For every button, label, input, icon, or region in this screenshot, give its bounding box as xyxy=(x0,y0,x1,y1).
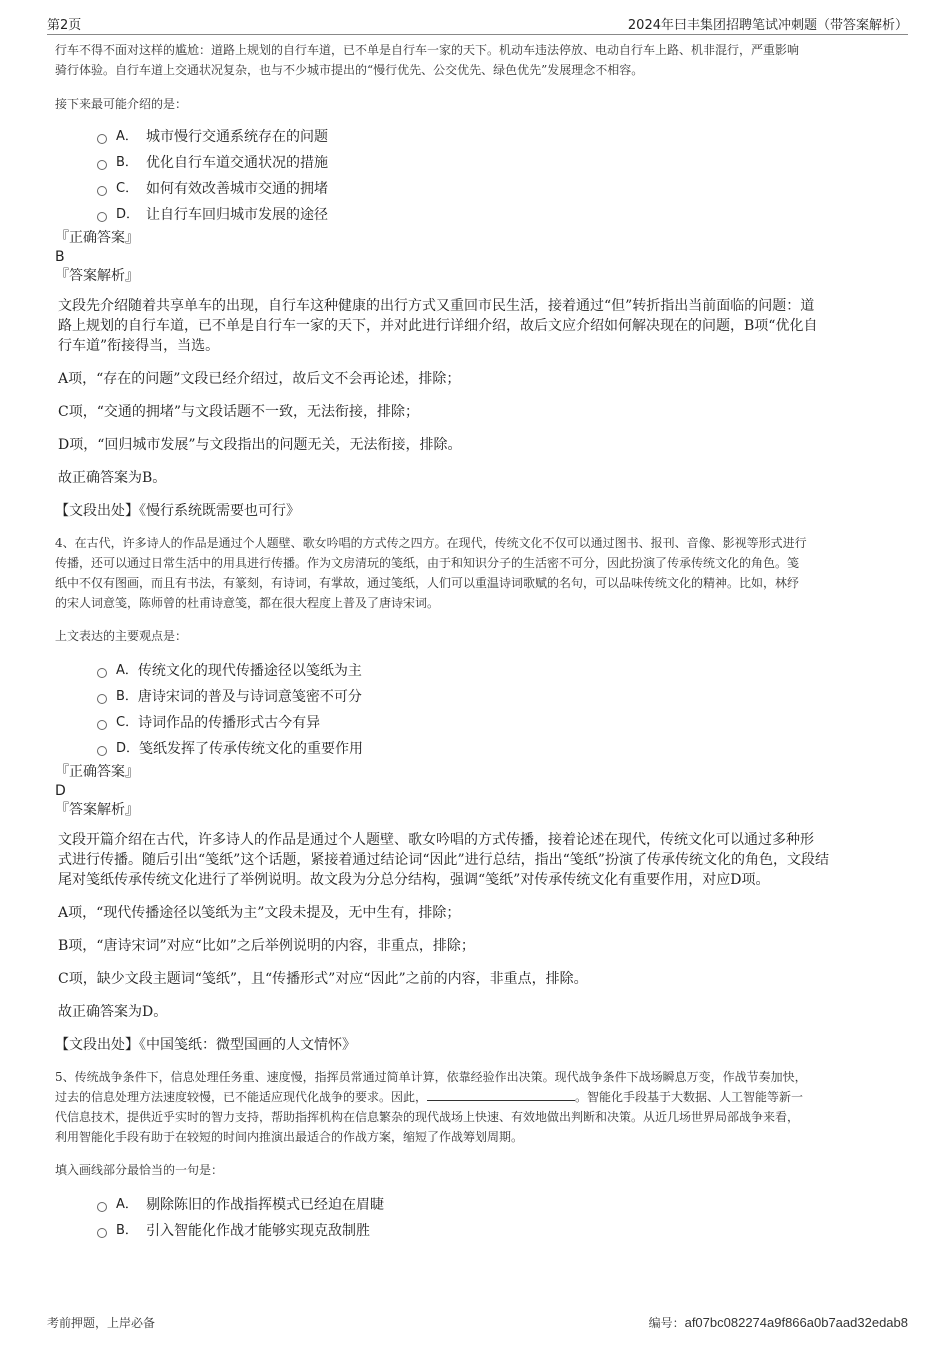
q4-analysis-line: 式进行传播。随后引出“笺纸”这个话题，紧接着通过结论词“因此”进行总结，指出“笺纸”扮演了传承传统文化的角色，文段结 xyxy=(58,852,829,868)
q3-option-d[interactable]: D． 让自行车回归城市发展的途径 xyxy=(97,202,898,228)
q3-passage-line: 骑行体验。自行车道上交通状况复杂，也与不少城市提出的“慢行优先、公交优先、绿色优先”发展理念不相容。 xyxy=(55,63,644,77)
q4-passage-line: 4、在古代，许多诗人的作品是通过个人题壁、歌女吟唱的方式传之四方。在现代，传统文化不仅可以通过图书、报刊、音像、影视等形式进行 xyxy=(55,536,807,550)
q4-analysis-label: 『答案解析』 xyxy=(55,802,139,818)
q5-option-a[interactable]: A． 剔除陈旧的作战指挥模式已经迫在眉睫 xyxy=(97,1192,898,1218)
q5-prompt: 填入画线部分最恰当的一句是： xyxy=(55,1163,224,1177)
q3-note-c: C项，“交通的拥堵”与文段话题不一致，无法衔接，排除； xyxy=(58,404,420,420)
radio-icon[interactable] xyxy=(97,668,107,678)
q5-passage-line: 利用智能化手段有助于在较短的时间内推演出最适合的作战方案，缩短了作战筹划周期。 xyxy=(55,1130,524,1144)
question-5 xyxy=(55,1067,898,1244)
radio-icon[interactable] xyxy=(97,720,107,730)
q4-passage-line: 传播，还可以通过日常生活中的用具进行传播。作为文房清玩的笺纸，由于和知识分子的生活密不可分，因此扮演了传承传统文化的角色。笺 xyxy=(55,556,800,570)
q4-note-a: A项，“现代传播途径以笺纸为主”文段未提及，无中生有，排除； xyxy=(58,905,461,921)
q4-prompt: 上文表达的主要观点是： xyxy=(55,629,188,643)
q4-answer-label: 『正确答案』 xyxy=(55,764,139,780)
page-footer xyxy=(47,1310,908,1332)
question-4 xyxy=(55,533,898,1055)
document-title: 2024年曰丰集团招聘笔试冲刺题（带答案解析） xyxy=(627,18,908,33)
q4-note-c: C项，缺少文段主题词“笺纸”，且“传播形式”对应“因此”之前的内容，非重点，排除。 xyxy=(58,971,588,987)
q5-options xyxy=(55,1192,898,1244)
q4-analysis-line: 文段开篇介绍在古代，许多诗人的作品是通过个人题壁、歌女吟唱的方式传播，接着论述在现代，传统文化可以通过多种形 xyxy=(58,832,814,848)
radio-icon[interactable] xyxy=(97,746,107,756)
q3-analysis-label: 『答案解析』 xyxy=(55,268,139,284)
q4-analysis-line: 尾对笺纸传承传统文化进行了举例说明。故文段为分总分结构，强调“笺纸”对传承传统文化有重要作用，对应D项。 xyxy=(58,872,770,888)
radio-icon[interactable] xyxy=(97,186,107,196)
document-code: 编号：af07bc082274a9f866a0b7aad32edab8 xyxy=(648,1315,908,1330)
q3-option-b[interactable]: B． 优化自行车道交通状况的措施 xyxy=(97,150,898,176)
fill-in-blank xyxy=(427,1088,575,1101)
q5-passage-line: 5、传统战争条件下，信息处理任务重、速度慢，指挥员常通过简单计算，依靠经验作出决策。现代战争条件下战场瞬息万变，作战节奏加快， xyxy=(55,1070,807,1084)
q5-passage-line: 代信息技术，提供近乎实时的智力支持，帮助指挥机构在信息繁杂的现代战场上快速、有效地做出判断和决策。从近几场世界局部战争来看， xyxy=(55,1110,800,1124)
q3-note-a: A项，“存在的问题”文段已经介绍过，故后文不会再论述，排除； xyxy=(58,371,461,387)
question-3 xyxy=(55,40,898,521)
q4-options xyxy=(55,658,898,762)
q3-option-a[interactable]: A． 城市慢行交通系统存在的问题 xyxy=(97,124,898,150)
q4-option-c[interactable]: C． 诗词作品的传播形式古今有异 xyxy=(97,710,898,736)
q4-note-b: B项，“唐诗宋词”对应“比如”之后举例说明的内容，非重点，排除； xyxy=(58,938,475,954)
q4-option-d[interactable]: D． 笺纸发挥了传承传统文化的重要作用 xyxy=(97,736,898,762)
q4-option-b[interactable]: B． 唐诗宋词的普及与诗词意笺密不可分 xyxy=(97,684,898,710)
page-number: 第2页 xyxy=(47,18,82,33)
q3-passage-line: 行车不得不面对这样的尴尬：道路上规划的自行车道，已不单是自行车一家的天下。机动车违法停放、电动自行车上路、机非混行，严重影响 xyxy=(55,43,800,57)
q3-analysis-line: 文段先介绍随着共享单车的出现，自行车这种健康的出行方式又重回市民生活，接着通过“但”转折指出当前面临的问题：道 xyxy=(58,298,815,314)
q4-passage-line: 纸中不仅有图画，而且有书法，有篆刻，有诗词，有掌故，通过笺纸，人们可以重温诗词歌赋的名句，可以品味传统文化的精神。比如，林纾 xyxy=(55,576,800,590)
radio-icon[interactable] xyxy=(97,1228,107,1238)
radio-icon[interactable] xyxy=(97,212,107,222)
q3-answer: B xyxy=(55,249,65,265)
q5-option-b[interactable]: B． 引入智能化作战才能够实现克敌制胜 xyxy=(97,1218,898,1244)
q3-analysis-line: 行车道”衔接得当，当选。 xyxy=(58,338,220,354)
q3-prompt: 接下来最可能介绍的是： xyxy=(55,97,188,111)
q4-option-a[interactable]: A． 传统文化的现代传播途径以笺纸为主 xyxy=(97,658,898,684)
radio-icon[interactable] xyxy=(97,1202,107,1212)
q3-answer-label: 『正确答案』 xyxy=(55,230,139,246)
q3-source: 【文段出处】《慢行系统既需要也可行》 xyxy=(55,503,300,519)
radio-icon[interactable] xyxy=(97,694,107,704)
radio-icon[interactable] xyxy=(97,134,107,144)
q3-conclusion: 故正确答案为B。 xyxy=(58,470,167,486)
q4-conclusion: 故正确答案为D。 xyxy=(58,1004,168,1020)
page-header xyxy=(47,12,908,35)
q4-source: 【文段出处】《中国笺纸：微型国画的人文情怀》 xyxy=(55,1037,356,1053)
page-content xyxy=(55,40,898,1244)
footer-slogan: 考前押题，上岸必备 xyxy=(47,1316,156,1330)
q3-options xyxy=(55,124,898,228)
q3-note-d: D项，“回归城市发展”与文段指出的问题无关，无法衔接，排除。 xyxy=(58,437,462,453)
q4-answer: D xyxy=(55,783,66,799)
q4-passage-line: 的宋人词意笺，陈师曾的杜甫诗意笺，都在很大程度上普及了唐诗宋词。 xyxy=(55,596,440,610)
q5-passage-line: 过去的信息处理方法速度较慢，已不能适应现代化战争的要求。因此， 。智能化手段基于大数据、人工智能等新一 xyxy=(55,1090,804,1104)
radio-icon[interactable] xyxy=(97,160,107,170)
q3-option-c[interactable]: C． 如何有效改善城市交通的拥堵 xyxy=(97,176,898,202)
q3-analysis-line: 路上规划的自行车道，已不单是自行车一家的天下，并对此进行详细介绍，故后文应介绍如何解决现在的问题，B项“优化自 xyxy=(58,318,818,334)
